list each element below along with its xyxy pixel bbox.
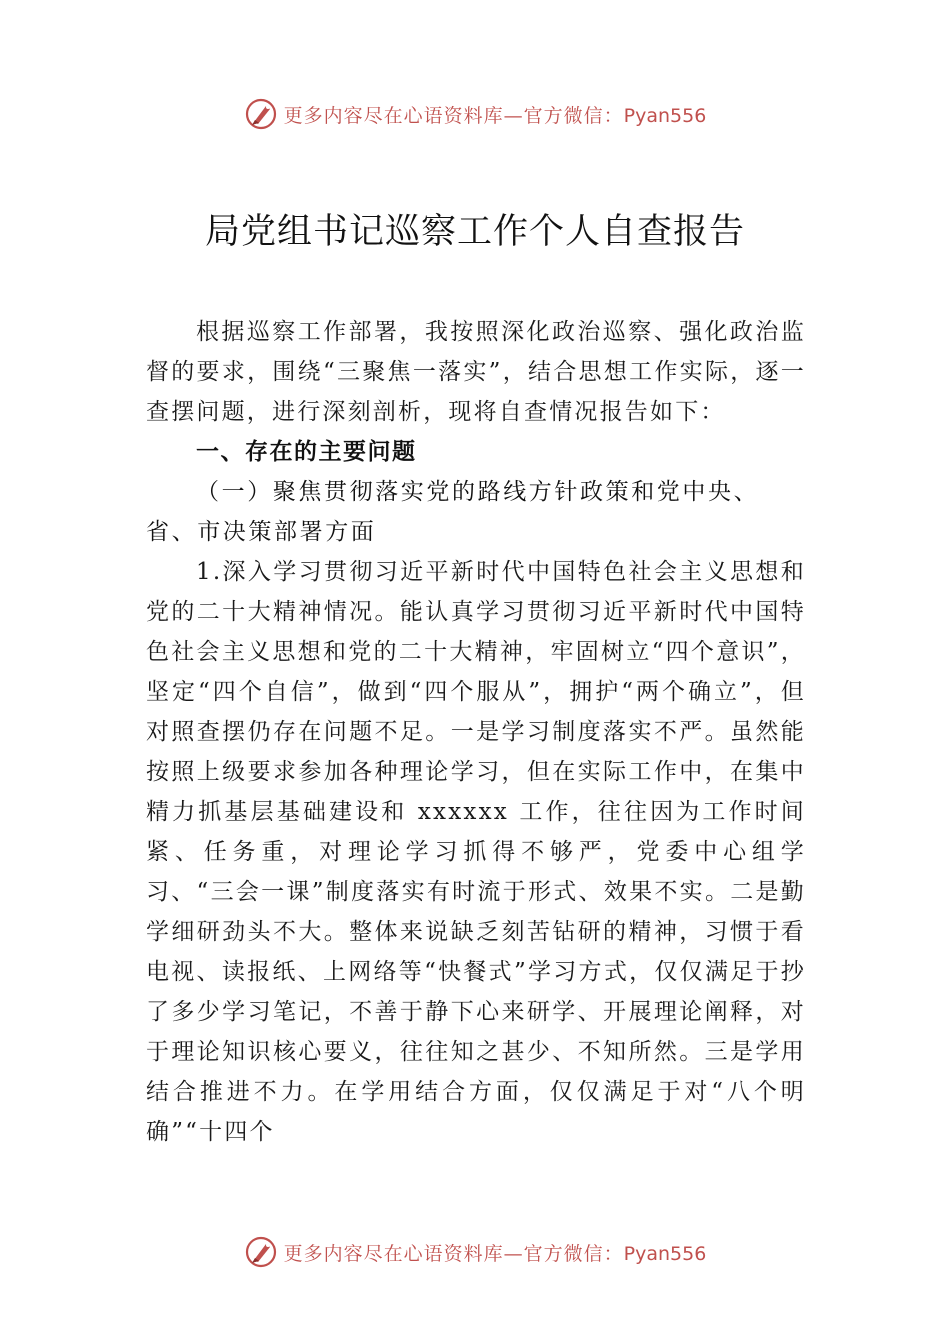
header-watermark (0, 94, 950, 134)
watermark-text: 更多内容尽在心语资料库—官方微信：Pyan556 (283, 104, 707, 127)
document-title: 局党组书记巡察工作个人自查报告 (204, 212, 745, 252)
wechat-id: Pyan556 (623, 1242, 707, 1265)
watermark-text: 更多内容尽在心语资料库—官方微信：Pyan556 (283, 1242, 707, 1265)
intro-paragraph: 根据巡察工作部署，我按照深化政治巡察、强化政治监督的要求，围绕“三聚焦一落实”，结合思想工作实际，逐一 查摆问题，进行深刻剖析，现将自查情况报告如下： (146, 319, 806, 425)
fountain-pen-logo-icon (244, 97, 278, 131)
fountain-pen-logo-icon (244, 1235, 278, 1269)
document-body (146, 312, 806, 1152)
section-heading: 一、存在的主要问题 (196, 439, 417, 465)
subsection-heading: （一）聚焦贯彻落实党的路线方针政策和党中央、省、市决策部署方面 (146, 479, 760, 545)
wechat-id: Pyan556 (623, 104, 707, 127)
footer-watermark (0, 1232, 950, 1272)
body-paragraph: 1.深入学习贯彻习近平新时代中国特色社会主义思想和党的二十大精神情况。能认真学习贯彻习近平新时代中国特色社会主义思想和党的二十大精神，牢固树立“四个意识”，坚定“四个自信”，做到“四个服从”，拥护“两个确立”，但对照查摆仍存在问题不足。一是学习制度落实不严。虽然能按照上级要求参加各种理论学习，但在实际工作中，在集中精力抓基层基础建设和 xxxxxx 工作，往往因为工作时间紧、任务重，对理论学习抓得不够严，党委中心组学习、“三会一课”制度落实有时流于形式、效果不实。二是勤学细研劲头不大。整体来说缺乏刻苦钻研的精神，习惯于看电视、读报纸、上网络等“快餐式”学习方式，仅仅满足于抄了多少学习笔记，不善于静下心来研学、开展理论阐释，对于理论知识核心要义，往往知之甚少、不知所然。三是学用结合推进不力。在学用结合方面，仅仅满足于对“八个明确”“十四个 (146, 559, 806, 1145)
